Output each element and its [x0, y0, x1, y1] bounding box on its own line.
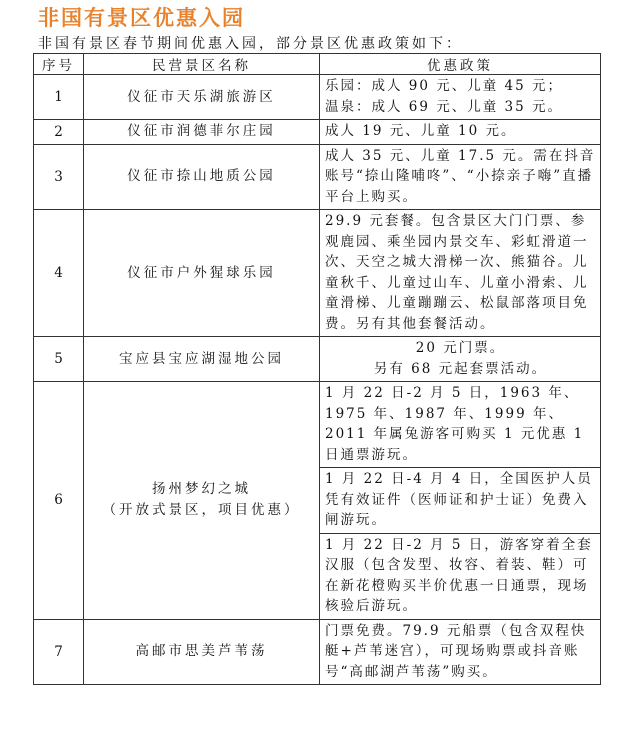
- discount-policy-text: 温泉：成人 69 元、儿童 35 元。: [325, 98, 564, 115]
- table-header-row: [34, 54, 601, 75]
- header-name: 民营景区名称: [84, 54, 320, 75]
- discount-policy-text: 1 月 22 日-4 月 4 日，全国医护人员凭有效证件（医师证和护士证）免费入闸游玩。: [325, 471, 593, 528]
- table-row: [34, 382, 601, 468]
- discount-table: [33, 53, 601, 685]
- scenic-area-name: [84, 144, 320, 210]
- scenic-area-name-line: 仪征市润德菲尔庄园: [127, 123, 276, 140]
- discount-policy: [320, 337, 601, 382]
- discount-policy-text: 门票免费。79.9 元船票（包含双程快艇+芦苇迷宫），可现场购票或抖音账号“高邮湖芦苇荡”购买。: [325, 622, 587, 680]
- discount-policy: [320, 533, 601, 619]
- scenic-area-name: [84, 120, 320, 145]
- discount-policy-text: 成人 35 元、儿童 17.5 元。需在抖音账号“捺山隆哺咚”、“小捺亲子嗨”直播平台上购买。: [325, 147, 596, 205]
- discount-policy: [320, 210, 601, 337]
- discount-policy-text: 1 月 22 日-2 月 5 日，游客穿着全套汉服（包含发型、妆容、着装、鞋）可在新花橙购买半价优惠一日通票，现场核验后游玩。: [325, 536, 593, 614]
- discount-policy: [320, 619, 601, 685]
- scenic-area-name-line: 宝应县宝应湖湿地公园: [119, 350, 284, 367]
- row-number: 4: [34, 210, 84, 337]
- scenic-area-name-line: 仪征市户外猩球乐园: [127, 264, 276, 281]
- page-title: 非国有景区优惠入园: [38, 6, 245, 30]
- discount-policy: [320, 468, 601, 534]
- discount-policy-text: 另有 68 元起套票活动。: [373, 360, 548, 377]
- intro-text: 非国有景区春节期间优惠入园，部分景区优惠政策如下：: [38, 36, 463, 52]
- scenic-area-name: [84, 382, 320, 620]
- discount-policy-text: 20 元门票。: [415, 340, 506, 356]
- table-row: [34, 75, 601, 120]
- row-number: 2: [34, 120, 84, 145]
- header-policy: 优惠政策: [320, 54, 601, 75]
- discount-policy: [320, 382, 601, 468]
- table-row: [34, 144, 601, 210]
- scenic-area-name-line: 仪征市天乐湖旅游区: [127, 88, 276, 105]
- header-no: 序号: [34, 54, 84, 75]
- table-row: [34, 210, 601, 337]
- scenic-area-name-line: 高邮市思美芦苇荡: [135, 643, 268, 660]
- discount-policy-text: 29.9 元套餐。包含景区大门门票、参观鹿园、乘坐园内景交车、彩虹滑道一次、天空之城大滑梯一次、熊猫谷。儿童秋千、儿童过山车、儿童小滑索、儿童滑梯、儿童蹦蹦云、松鼠部落项目免费。另有其他套餐活动。: [325, 213, 589, 332]
- row-number: 7: [34, 619, 84, 685]
- row-number: 5: [34, 337, 84, 382]
- scenic-area-name: [84, 75, 320, 120]
- row-number: 3: [34, 144, 84, 210]
- scenic-area-name-line: 扬州梦幻之城: [152, 481, 251, 498]
- scenic-area-name-line: 仪征市捺山地质公园: [127, 168, 276, 185]
- discount-policy-text: 成人 19 元、儿童 10 元。: [325, 123, 517, 139]
- row-number: 1: [34, 75, 84, 120]
- scenic-area-name: [84, 210, 320, 337]
- discount-policy: [320, 120, 601, 145]
- discount-policy-text: 1 月 22 日-2 月 5 日，1963 年、1975 年、1987 年、1999 年、2011 年属兔游客可购买 1 元优惠 1 日通票游玩。: [325, 385, 585, 463]
- table-body: [34, 75, 601, 685]
- scenic-area-name-line: （开放式景区，项目优惠）: [102, 502, 301, 519]
- scenic-area-name: [84, 337, 320, 382]
- discount-policy: [320, 144, 601, 210]
- table-row: [34, 619, 601, 685]
- row-number: 6: [34, 382, 84, 620]
- scenic-area-name: [84, 619, 320, 685]
- discount-policy-text: 乐园：成人 90 元、儿童 45 元；: [325, 78, 564, 94]
- table-row: [34, 337, 601, 382]
- table-row: [34, 120, 601, 145]
- discount-policy: [320, 75, 601, 120]
